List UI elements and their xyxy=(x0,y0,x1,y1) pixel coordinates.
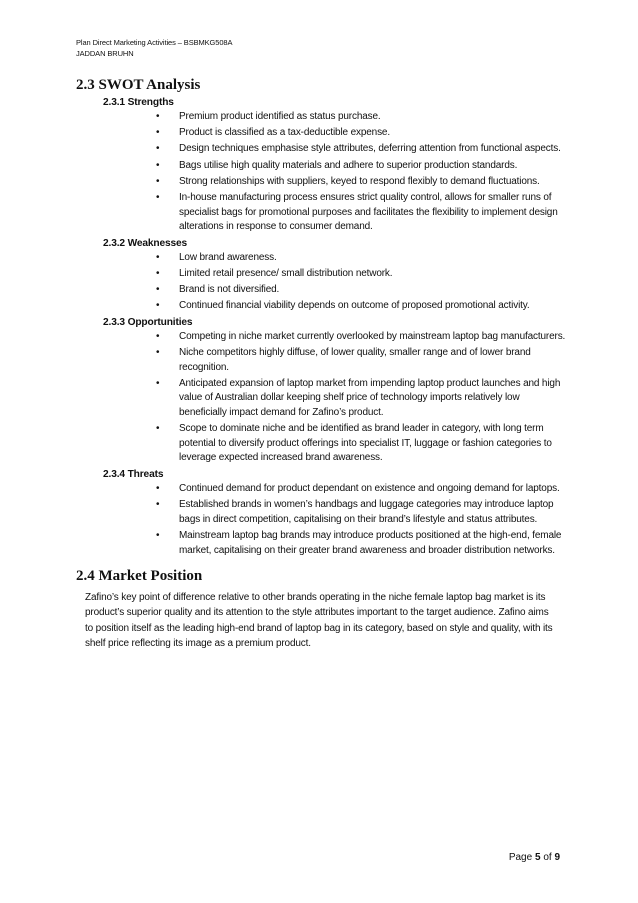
list-item-text: Design techniques emphasise style attributes, deferring attention from functional aspects. xyxy=(179,143,561,155)
opportunities-heading: 2.3.3 Opportunities xyxy=(103,316,193,328)
document-header xyxy=(76,37,232,59)
list-item xyxy=(153,482,566,497)
swot-threats xyxy=(103,468,566,558)
list-item-text: Competing in niche market currently overlooked by mainstream laptop bag manufacturers. xyxy=(179,330,566,342)
strengths-heading: 2.3.1 Strengths xyxy=(103,97,174,108)
list-item xyxy=(153,191,566,235)
market-position-heading: 2.4 Market Position xyxy=(76,568,203,585)
list-item xyxy=(153,529,566,558)
page-total: 9 xyxy=(554,852,560,863)
list-item xyxy=(153,126,566,141)
list-item-text: Continued financial viability depends on outcome of proposed promotional activity. xyxy=(179,300,530,312)
threats-heading: 2.3.4 Threats xyxy=(103,469,164,480)
list-item xyxy=(153,498,566,527)
list-item-text: Established brands in women’s handbags and luggage categories may introduce laptop bags in direct competition, capitalising on their brand’s lifestyle and status attributes. xyxy=(179,499,554,525)
list-item xyxy=(153,422,566,466)
list-item-text: Limited retail presence/ small distribution network. xyxy=(179,267,393,279)
market-position-section xyxy=(76,566,566,651)
list-item xyxy=(153,110,566,125)
bullet-icon: • xyxy=(156,483,160,494)
list-item-text: Strong relationships with suppliers, keyed to respond flexibly to demand fluctuations. xyxy=(179,175,540,187)
weaknesses-heading: 2.3.2 Weaknesses xyxy=(103,237,188,249)
list-item-text: Mainstream laptop bag brands may introduce products positioned at the high-end, female market, capitalising on their greater brand awareness and broader distribution networks. xyxy=(179,529,562,556)
page-number: 5 xyxy=(534,852,541,863)
swot-strengths xyxy=(103,96,566,235)
page-content xyxy=(76,75,566,661)
swot-section xyxy=(76,75,566,558)
list-item-text: Bags utilise high quality materials and adhere to superior production standards. xyxy=(179,159,518,171)
opportunities-list xyxy=(103,330,566,466)
list-item-text: Premium product identified as status purchase. xyxy=(179,111,381,122)
list-item xyxy=(153,299,566,314)
bullet-icon: • xyxy=(156,300,160,312)
list-item-text: Continued demand for product dependant on existence and ongoing demand for laptops. xyxy=(179,483,560,494)
list-item xyxy=(153,159,566,174)
bullet-icon: • xyxy=(156,127,160,139)
bullet-icon: • xyxy=(156,347,160,359)
list-item xyxy=(153,142,566,157)
bullet-icon: • xyxy=(156,159,160,171)
swot-opportunities xyxy=(103,316,566,466)
weaknesses-list xyxy=(103,251,566,314)
threats-list xyxy=(103,482,566,558)
list-item-text: Brand is not diversified. xyxy=(179,284,280,296)
of-label: of xyxy=(543,852,552,863)
list-item xyxy=(153,251,566,266)
list-item xyxy=(153,377,566,421)
list-item xyxy=(153,283,566,298)
bullet-icon: • xyxy=(156,423,160,435)
swot-weaknesses xyxy=(103,237,566,314)
bullet-icon: • xyxy=(156,175,160,187)
list-item-text: In-house manufacturing process ensures strict quality control, allows for smaller runs of specialist bags for promotional purposes and facilitates the flexibility to implement design alterations in response to consumer demand. xyxy=(179,191,558,233)
swot-heading: 2.3 SWOT Analysis xyxy=(76,77,201,93)
header-course-title: Plan Direct Marketing Activities – BSBMKG508A xyxy=(76,38,233,47)
page-footer xyxy=(509,852,560,863)
header-author: JADDAN BRUHN xyxy=(76,49,134,58)
bullet-icon: • xyxy=(156,111,160,122)
market-position-paragraph: Zafino’s key point of difference relative to other brands operating in the niche female laptop bag market is its product’s superior quality and its attention to the style attributes important to the target audience. Zafino aims to position itself as the leading high-end brand of laptop bag in its category, based on style and quality, with its shelf price reflecting its image as a premium product. xyxy=(85,592,553,649)
bullet-icon: • xyxy=(156,251,160,263)
bullet-icon: • xyxy=(156,330,160,342)
bullet-icon: • xyxy=(156,377,160,389)
list-item xyxy=(153,346,566,375)
bullet-icon: • xyxy=(156,499,160,511)
page-label: Page xyxy=(508,852,533,863)
swot-subsections xyxy=(76,96,566,558)
list-item-text: Low brand awareness. xyxy=(179,251,277,263)
list-item-text: Product is classified as a tax-deductible expense. xyxy=(179,127,390,139)
bullet-icon: • xyxy=(156,267,160,279)
list-item xyxy=(153,267,566,282)
bullet-icon: • xyxy=(156,191,160,203)
list-item-text: Scope to dominate niche and be identified as brand leader in category, with long term potential to diversify product offerings into specialist IT, luggage or fashion categories to leverage expected increased brand awareness. xyxy=(179,423,552,464)
list-item-text: Anticipated expansion of laptop market from impending laptop product launches and high value of Australian dollar keeping shelf price of technology imports relatively low beneficially impact demand for Zafino’s product. xyxy=(179,377,561,419)
list-item xyxy=(153,330,566,345)
bullet-icon: • xyxy=(156,284,160,296)
list-item xyxy=(153,175,566,190)
bullet-icon: • xyxy=(156,529,160,541)
bullet-icon: • xyxy=(156,143,160,155)
strengths-list xyxy=(103,110,566,235)
list-item-text: Niche competitors highly diffuse, of lower quality, smaller range and of lower brand recognition. xyxy=(179,347,531,373)
